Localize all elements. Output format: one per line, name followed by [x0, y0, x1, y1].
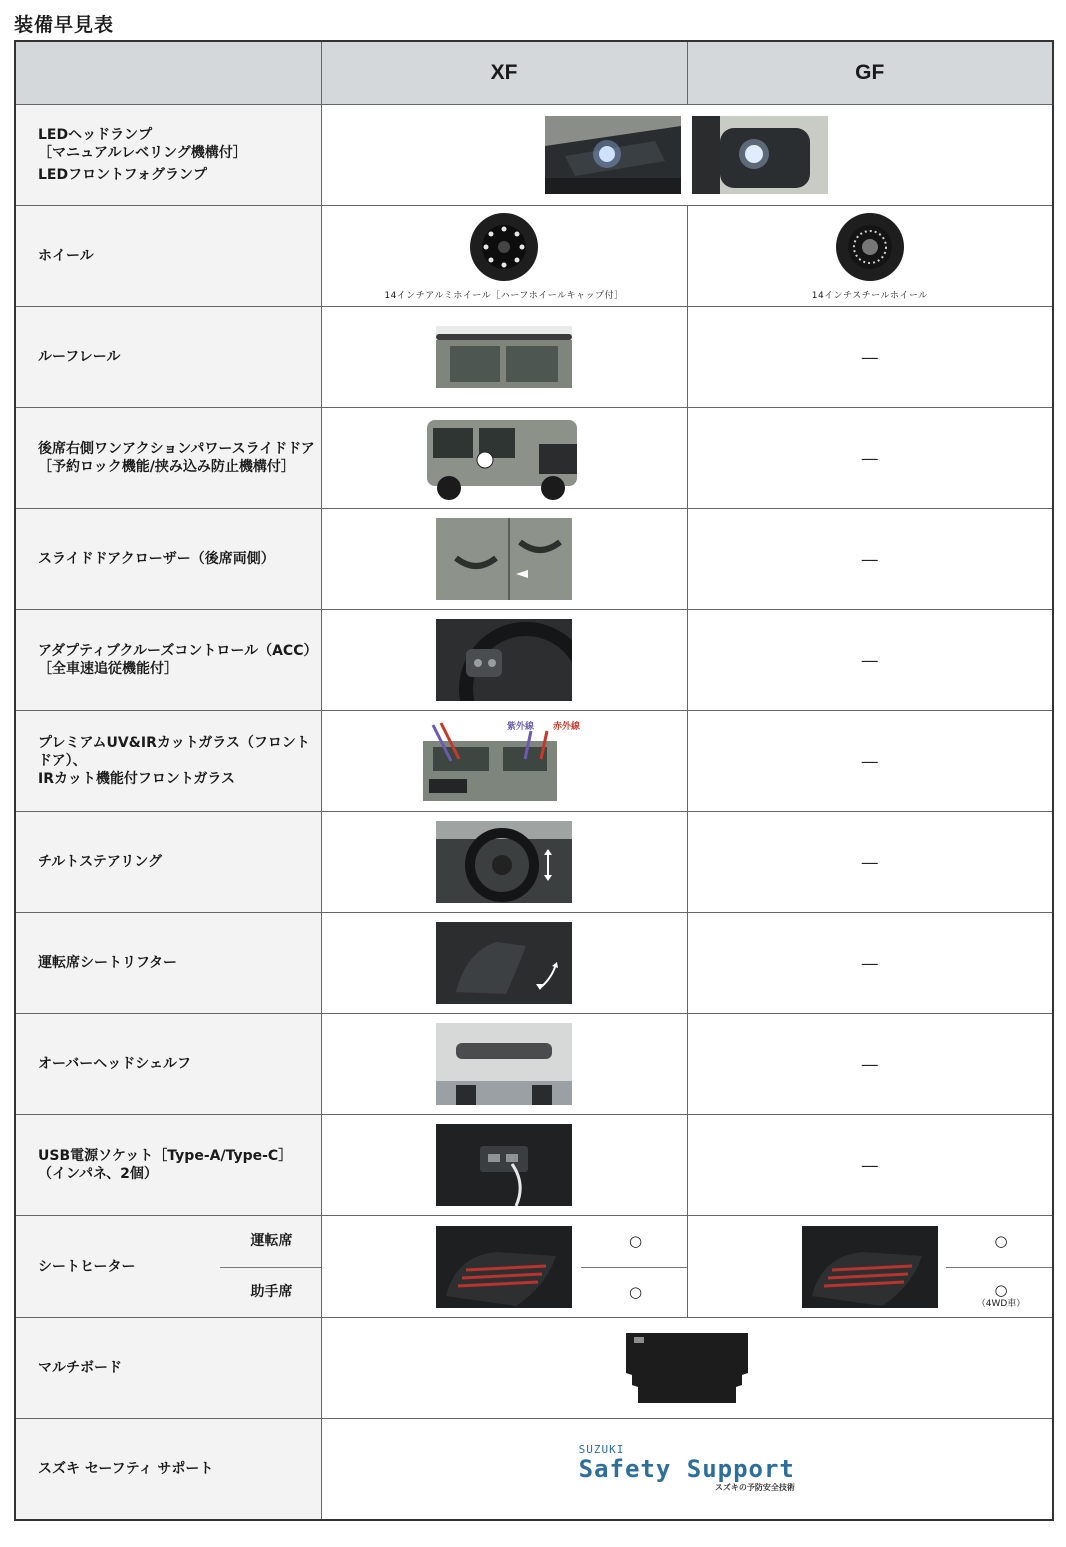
- seat-heater-xf-photo: [436, 1226, 572, 1308]
- tilt-steering-gf-cell: ―: [687, 812, 1053, 913]
- safety-support-logo: SUZUKI Safety Support スズキの予防安全技術: [578, 1443, 795, 1493]
- table-row-led-lamp: [15, 105, 1053, 206]
- divider: [946, 1267, 1052, 1268]
- gf-passenger-mark: ○ （4WD車）: [950, 1281, 1052, 1309]
- slide-door-car-photo: [421, 414, 587, 502]
- tilt-steering-photo: [436, 821, 572, 903]
- overhead-shelf-xf-cell: [321, 1014, 687, 1115]
- table-row-safety-support: [15, 1419, 1053, 1520]
- roof-rail-gf-cell: ―: [687, 307, 1053, 408]
- seat-heater-gf-cell: [687, 1216, 1053, 1318]
- multi-board-photo: [620, 1327, 754, 1409]
- roof-rail-photo: [436, 326, 572, 388]
- door-closer-photo: [436, 518, 572, 600]
- seat-lifter-gf-cell: ―: [687, 913, 1053, 1014]
- overhead-shelf-gf-cell: ―: [687, 1014, 1053, 1115]
- headlamp-photo: [545, 116, 681, 194]
- wheel-xf-caption: 14インチアルミホイール［ハーフホイールキャップ付］: [384, 290, 624, 301]
- acc-xf-cell: [321, 610, 687, 711]
- row-label: マルチボード: [15, 1318, 321, 1419]
- wheel-gf-caption: 14インチスチールホイール: [811, 290, 928, 301]
- seat-heater-xf-cell: [321, 1216, 687, 1318]
- seat-heater-gf-photo: [802, 1226, 938, 1308]
- table-row-uv-ir-glass: [15, 711, 1053, 812]
- gf-driver-mark: ○: [994, 1232, 1008, 1250]
- multi-board-cell: [321, 1318, 1053, 1419]
- roof-rail-xf-cell: [321, 307, 687, 408]
- slide-door-closer-gf-cell: ―: [687, 509, 1053, 610]
- power-slide-door-gf-cell: ―: [687, 408, 1053, 509]
- acc-steering-photo: [436, 619, 572, 701]
- alloy-wheel-photo: [466, 212, 542, 286]
- row-label: シートヒーター 運転席 助手席: [15, 1216, 321, 1318]
- page-title: 装備早見表: [14, 14, 115, 36]
- header-blank: [15, 41, 321, 105]
- table-row-wheel: [15, 206, 1053, 307]
- row-label: 後席右側ワンアクションパワースライドドア ［予約ロック機能/挟み込み防止機構付］: [15, 408, 321, 509]
- uv-ir-glass-gf-cell: ―: [687, 711, 1053, 812]
- led-lamp-cell: [321, 105, 1053, 206]
- ir-label: 赤外線: [553, 722, 581, 732]
- safety-support-cell: [321, 1419, 1053, 1520]
- power-slide-door-xf-cell: [321, 408, 687, 509]
- row-label: チルトステアリング: [15, 812, 321, 913]
- uv-label: 紫外線: [507, 722, 535, 732]
- table-row-acc: [15, 610, 1053, 711]
- acc-gf-cell: ―: [687, 610, 1053, 711]
- table-row-power-slide-door: [15, 408, 1053, 509]
- seat-lifter-photo: [436, 922, 572, 1004]
- table-row-overhead-shelf: [15, 1014, 1053, 1115]
- table-header-row: [15, 41, 1053, 105]
- overhead-shelf-photo: [436, 1023, 572, 1105]
- row-label: ホイール: [15, 206, 321, 307]
- xf-passenger-mark: ○: [628, 1283, 643, 1301]
- foglamp-photo: [692, 116, 828, 194]
- usb-socket-gf-cell: ―: [687, 1115, 1053, 1216]
- table-row-usb-socket: [15, 1115, 1053, 1216]
- xf-driver-mark: ○: [628, 1232, 643, 1250]
- row-label: スライドドアクローザー（後席両側）: [15, 509, 321, 610]
- row-label: USB電源ソケット［Type-A/Type-C］ （インパネ、2個）: [15, 1115, 321, 1216]
- table-row-multi-board: [15, 1318, 1053, 1419]
- row-label: LEDヘッドランプ ［マニュアルレベリング機構付］ LEDフロントフォグランプ: [15, 105, 321, 206]
- slide-door-closer-xf-cell: [321, 509, 687, 610]
- row-label: ルーフレール: [15, 307, 321, 408]
- driver-seat-label: 運転席: [250, 1233, 293, 1249]
- header-xf: XF: [321, 41, 687, 105]
- header-gf: GF: [687, 41, 1053, 105]
- wheel-xf-cell: [321, 206, 687, 307]
- table-row-slide-door-closer: [15, 509, 1053, 610]
- usb-socket-xf-cell: [321, 1115, 687, 1216]
- table-row-roof-rail: [15, 307, 1053, 408]
- row-label: スズキ セーフティ サポート: [15, 1419, 321, 1520]
- usb-socket-photo: [436, 1124, 572, 1206]
- divider: [581, 1267, 687, 1268]
- row-label: プレミアムUV&IRカットガラス（フロントドア）、 IRカット機能付フロントガラス: [15, 711, 321, 812]
- equipment-table: [14, 40, 1054, 1521]
- steel-wheel-photo: [832, 212, 908, 286]
- divider: [220, 1267, 321, 1268]
- row-label: アダプティブクルーズコントロール（ACC） ［全車速追従機能付］: [15, 610, 321, 711]
- row-label: 運転席シートリフター: [15, 913, 321, 1014]
- tilt-steering-xf-cell: [321, 812, 687, 913]
- seat-lifter-xf-cell: [321, 913, 687, 1014]
- table-row-seat-heater: [15, 1216, 1053, 1318]
- table-row-tilt-steering: [15, 812, 1053, 913]
- wheel-gf-cell: [687, 206, 1053, 307]
- row-label: オーバーヘッドシェルフ: [15, 1014, 321, 1115]
- table-row-seat-lifter: [15, 913, 1053, 1014]
- passenger-seat-label: 助手席: [250, 1284, 293, 1300]
- uv-ir-glass-xf-cell: [321, 711, 687, 812]
- gf-passenger-note: （4WD車）: [976, 1299, 1026, 1309]
- uv-ir-glass-photo: [419, 719, 589, 803]
